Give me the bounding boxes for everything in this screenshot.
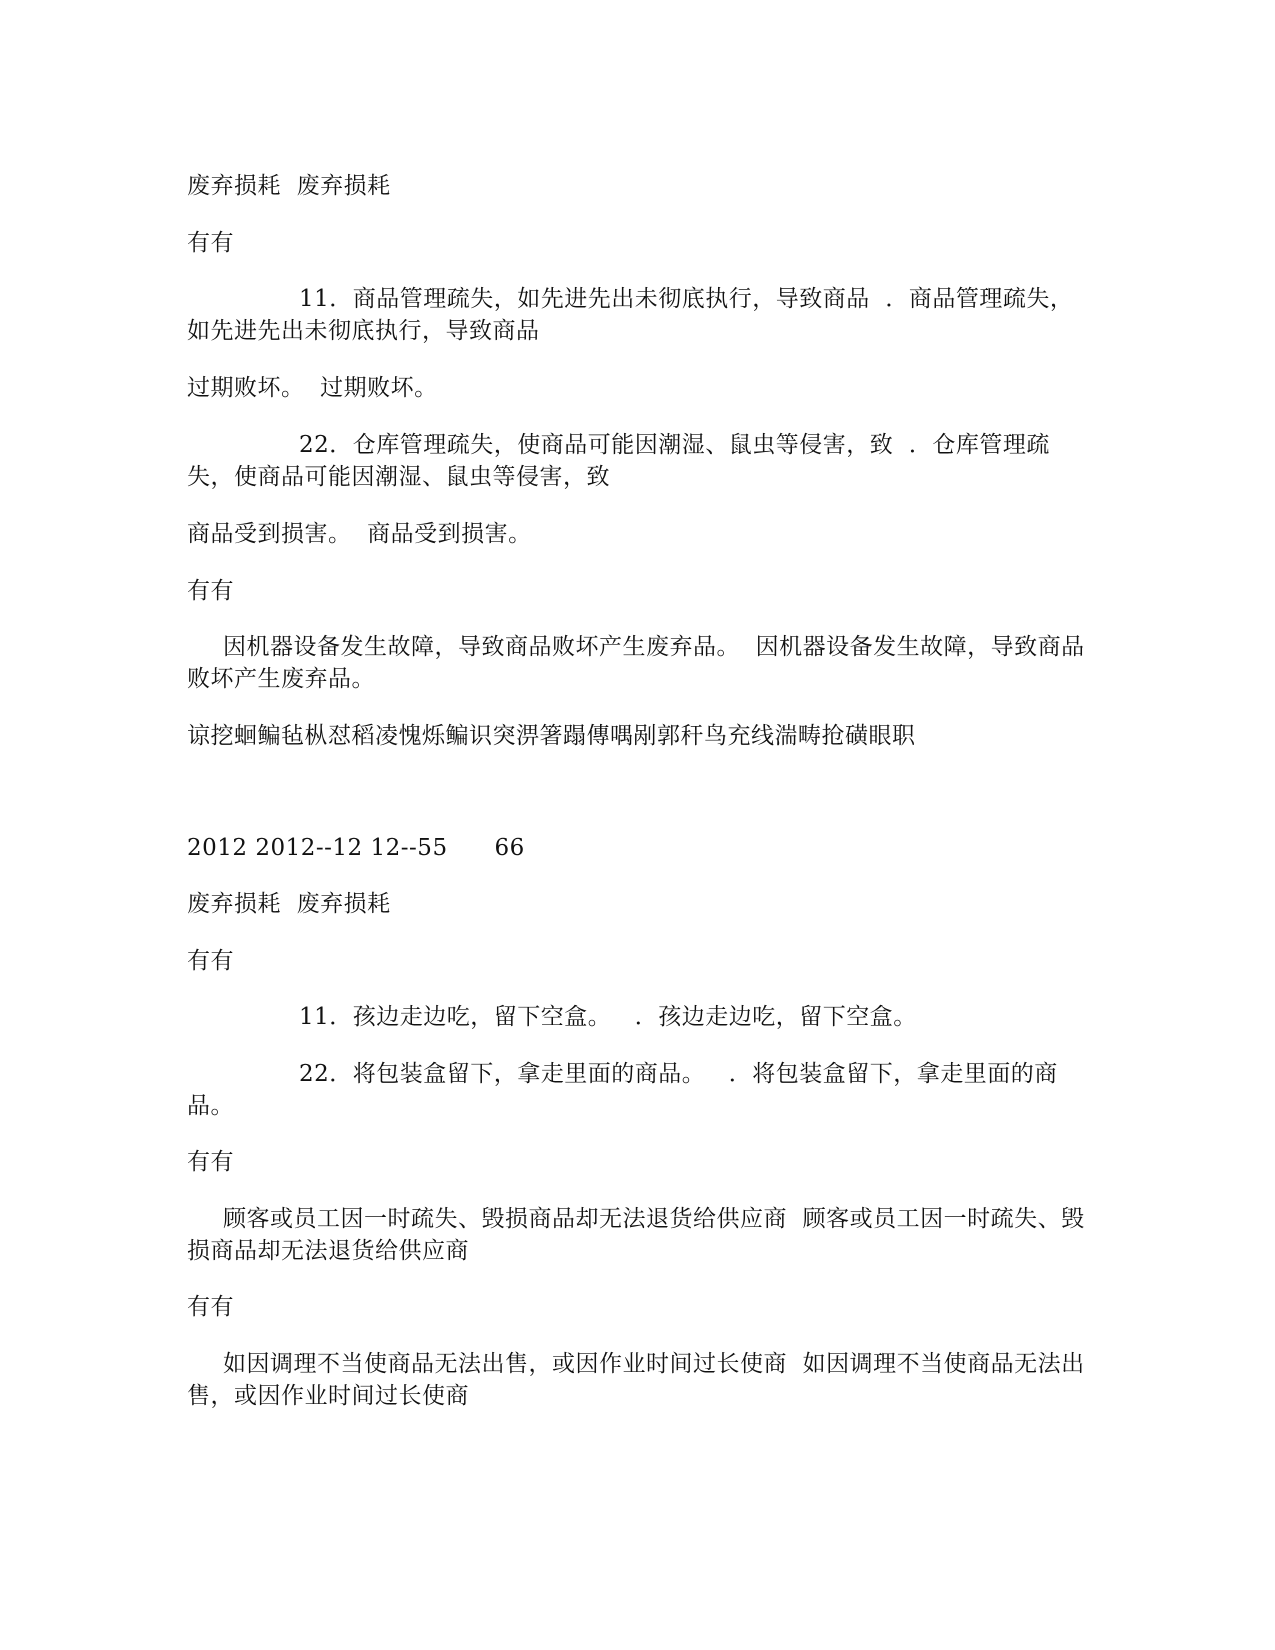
list-item-1: 11．孩边走边吃，留下空盒。 ．孩边走边吃，留下空盒。 (299, 1004, 917, 1030)
paragraph: 顾客或员工因一时疏失、毁损商品却无法退货给供应商 顾客或员工因一时疏失、毁损商品却无法退货给供应商 (187, 1206, 1085, 1264)
list-label: 有有 (187, 1149, 234, 1175)
paragraph: 因机器设备发生故障，导致商品败坏产生废弃品。 因机器设备发生故障，导致商品败坏产生废弃品。 (187, 634, 1085, 692)
paragraph: 如因调理不当使商品无法出售，或因作业时间过长使商 如因调理不当使商品无法出售，或因作业时间过长使商 (187, 1351, 1085, 1409)
list-label: 有有 (187, 948, 234, 974)
list-item-2: 22．将包装盒留下，拿走里面的商品。 ．将包装盒留下，拿走里面的商品。 (187, 1061, 1058, 1119)
list-label: 有有 (187, 230, 234, 256)
list-item-2-continuation: 商品受到损害。 商品受到损害。 (187, 521, 532, 547)
section-heading: 废弃损耗 废弃损耗 (187, 891, 391, 917)
date-line: 2012 2012--12 12--55 66 (187, 835, 525, 861)
list-label: 有有 (187, 578, 234, 604)
list-item-1-continuation: 过期败坏。 过期败坏。 (187, 375, 438, 401)
section-heading: 废弃损耗 废弃损耗 (187, 173, 391, 199)
list-label: 有有 (187, 1294, 234, 1320)
list-item-1: 11．商品管理疏失，如先进先出未彻底执行，导致商品 ．商品管理疏失，如先进先出未彻底执行，导致商品 (187, 286, 1074, 344)
list-item-2: 22．仓库管理疏失，使商品可能因潮湿、鼠虫等侵害，致 ．仓库管理疏失，使商品可能因潮湿、鼠虫等侵害，致 (187, 432, 1050, 490)
garbled-text: 谅挖蛔鳊毡枞怼稻凌愧烁鳊识突淠箸蹋傳喁剐郭秆鸟充线湍畴抢磺眼职 (187, 723, 916, 749)
